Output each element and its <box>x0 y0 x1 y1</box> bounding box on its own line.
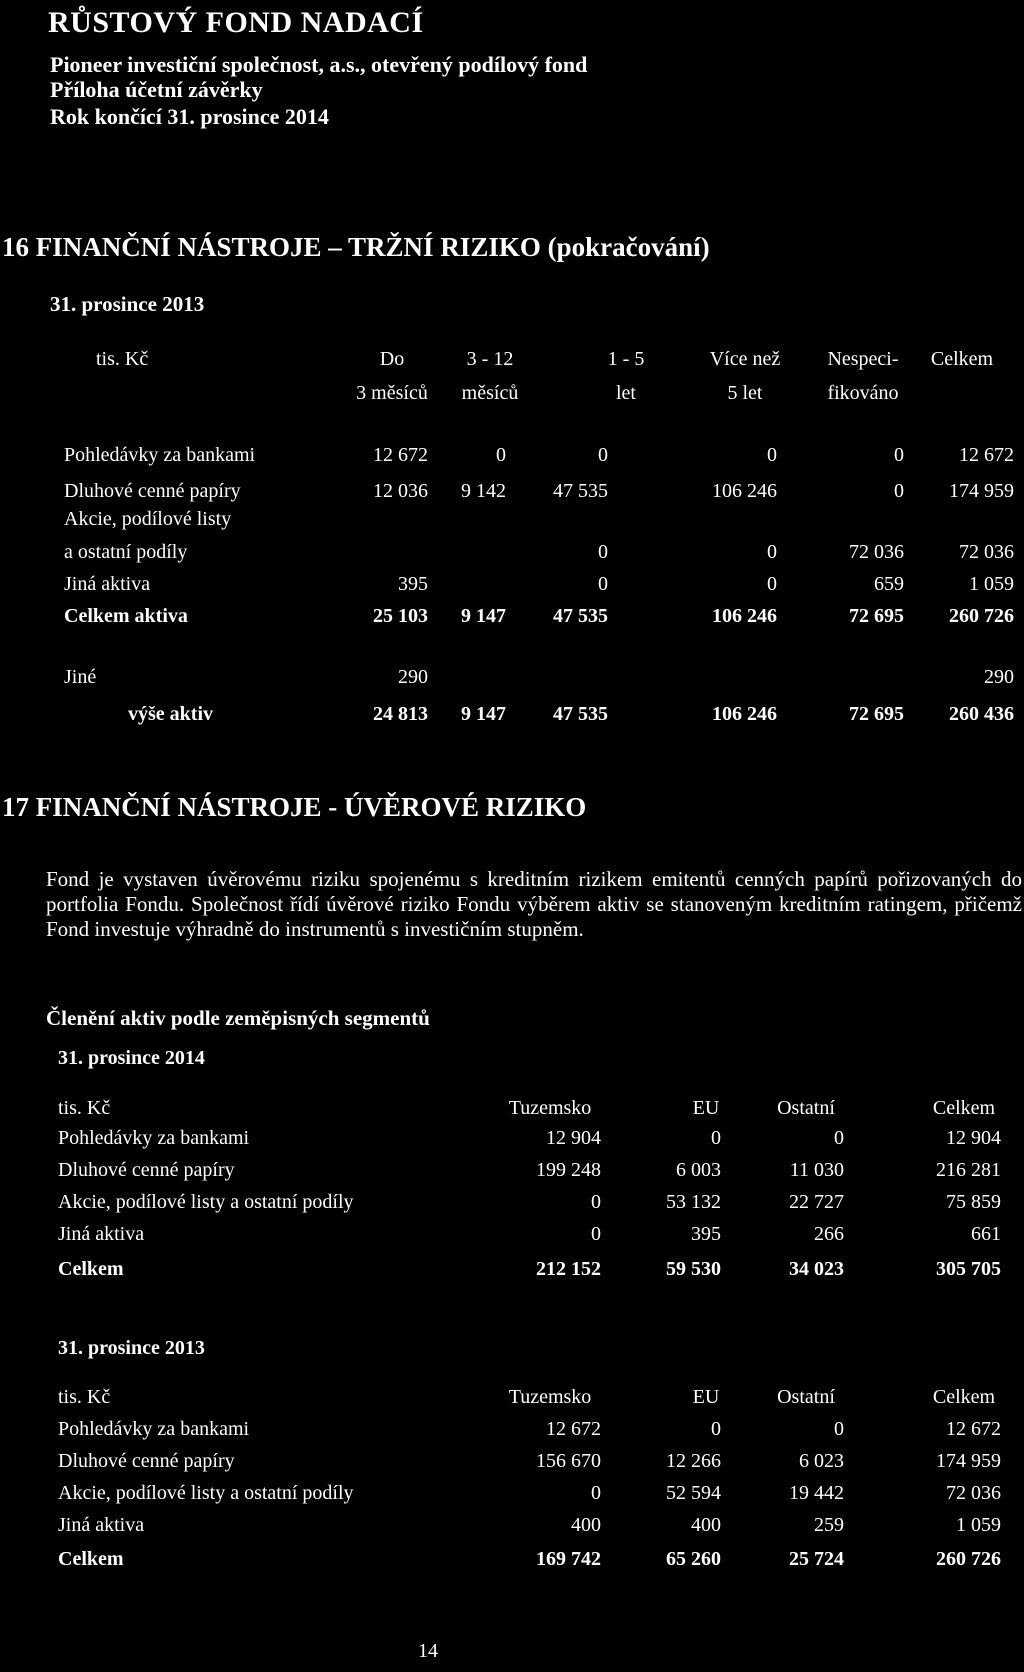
table-cell: 12 904 <box>546 1127 601 1149</box>
table-cell: 53 132 <box>666 1191 721 1213</box>
table-cell: 0 <box>894 480 904 502</box>
row-label: Celkem <box>58 1548 124 1570</box>
table-cell: 12 672 <box>959 444 1014 466</box>
table-cell: 0 <box>591 1191 601 1213</box>
row-label: a ostatní podíly <box>64 541 188 563</box>
table-cell: 0 <box>496 444 506 466</box>
row-label: Dluhové cenné papíry <box>58 1450 235 1472</box>
company-name: Pioneer investiční společnost, a.s., otevřený podílový fond <box>50 52 588 77</box>
table-cell: 290 <box>398 666 428 688</box>
table-cell: 661 <box>971 1223 1001 1245</box>
table-cell: 52 594 <box>666 1482 721 1504</box>
row-label: Akcie, podílové listy <box>64 508 232 530</box>
row-label: Pohledávky za bankami <box>58 1127 250 1149</box>
table-cell: 174 959 <box>949 480 1014 502</box>
section16-heading: 16 FINANČNÍ NÁSTROJE – TRŽNÍ RIZIKO (pokračování) <box>2 232 710 262</box>
table-cell: 47 535 <box>553 703 608 725</box>
table-cell: 34 023 <box>789 1258 844 1280</box>
row-label: Pohledávky za bankami <box>64 444 256 466</box>
table-cell: 199 248 <box>536 1159 601 1181</box>
table-cell: 12 266 <box>666 1450 721 1472</box>
column-header-l2: let <box>616 382 636 404</box>
table-cell: 174 959 <box>936 1450 1001 1472</box>
credit-risk-paragraph: Fond je vystaven úvěrovému riziku spojenému s kreditním rizikem emitentů cenných papírů pořizovaných do portfolia Fondu. Společnost řídí úvěrové riziko Fondu výběrem aktiv se stanoveným kreditním ratingem, přičemž Fond investuje výhradně do instrumentů s investičním stupněm. <box>46 867 1022 941</box>
table-cell: 260 726 <box>936 1548 1001 1570</box>
column-header-l2: 3 měsíců <box>356 382 428 404</box>
table-cell: 9 147 <box>461 605 506 627</box>
section16-date: 31. prosince 2013 <box>50 292 205 316</box>
table-cell: 400 <box>571 1514 601 1536</box>
table-cell: 0 <box>767 573 777 595</box>
column-header: EU <box>692 1386 720 1408</box>
table-cell: 0 <box>834 1127 844 1149</box>
table-cell: 0 <box>711 1127 721 1149</box>
table-cell: 72 036 <box>959 541 1014 563</box>
row-label: výše aktiv <box>128 703 213 725</box>
row-label: Jiné <box>64 666 97 688</box>
row-label: Dluhové cenné papíry <box>58 1159 235 1181</box>
unit-label: tis. Kč <box>96 348 149 370</box>
table-cell: 0 <box>767 541 777 563</box>
table-cell: 0 <box>894 444 904 466</box>
statement-type: Příloha účetní závěrky <box>50 77 263 102</box>
table-cell: 22 727 <box>789 1191 844 1213</box>
table-cell: 260 436 <box>949 703 1014 725</box>
table-cell: 216 281 <box>936 1159 1001 1181</box>
row-label: Celkem aktiva <box>64 605 188 627</box>
table-cell: 1 059 <box>969 573 1014 595</box>
column-header-l1: Více než <box>709 348 781 370</box>
table-cell: 25 103 <box>373 605 428 627</box>
table-cell: 260 726 <box>949 605 1014 627</box>
table-cell: 72 695 <box>849 605 904 627</box>
row-label: Jiná aktiva <box>58 1514 145 1536</box>
document-title: RŮSTOVÝ FOND NADACÍ <box>48 6 424 39</box>
table-cell: 9 142 <box>461 480 506 502</box>
table-cell: 12 904 <box>946 1127 1001 1149</box>
table-cell: 395 <box>691 1223 721 1245</box>
table-cell: 11 030 <box>789 1159 844 1181</box>
table-cell: 59 530 <box>666 1258 721 1280</box>
table-cell: 12 672 <box>946 1418 1001 1440</box>
column-header-l2: fikováno <box>827 382 899 404</box>
column-header-l1: Nespeci- <box>827 348 899 370</box>
table-cell: 106 246 <box>712 605 777 627</box>
table-cell: 0 <box>591 1223 601 1245</box>
table-cell: 19 442 <box>789 1482 844 1504</box>
table-cell: 0 <box>598 444 608 466</box>
table-cell: 0 <box>834 1418 844 1440</box>
column-header: Tuzemsko <box>508 1097 592 1119</box>
table-cell: 156 670 <box>536 1450 601 1472</box>
row-label: Celkem <box>58 1258 124 1280</box>
column-header: Celkem <box>932 1386 996 1408</box>
table-cell: 659 <box>874 573 904 595</box>
page-number: 14 <box>418 1640 438 1662</box>
table-cell: 12 672 <box>373 444 428 466</box>
unit-label: tis. Kč <box>58 1097 111 1119</box>
table-cell: 72 036 <box>946 1482 1001 1504</box>
section17-heading: 17 FINANČNÍ NÁSTROJE - ÚVĚROVÉ RIZIKO <box>2 792 587 822</box>
column-header-l1: Celkem <box>930 348 994 370</box>
column-header-l1: Do <box>379 348 405 370</box>
column-header: Ostatní <box>777 1386 835 1408</box>
table-cell: 259 <box>814 1514 844 1536</box>
table-cell: 0 <box>711 1418 721 1440</box>
table-cell: 266 <box>814 1223 844 1245</box>
row-label: Jiná aktiva <box>58 1223 145 1245</box>
table-cell: 0 <box>767 444 777 466</box>
segments-subheading: Členění aktiv podle zeměpisných segmentů <box>46 1006 430 1030</box>
table-cell: 169 742 <box>536 1548 601 1570</box>
row-label: Akcie, podílové listy a ostatní podíly <box>58 1191 354 1213</box>
table-cell: 47 535 <box>553 480 608 502</box>
column-header-l1: 1 - 5 <box>607 348 645 370</box>
row-label: Jiná aktiva <box>64 573 151 595</box>
table-cell: 12 036 <box>373 480 428 502</box>
column-header-l1: 3 - 12 <box>466 348 514 370</box>
table-cell: 6 023 <box>799 1450 844 1472</box>
table-cell: 72 695 <box>849 703 904 725</box>
row-label: Dluhové cenné papíry <box>64 480 241 502</box>
table-cell: 0 <box>591 1482 601 1504</box>
reporting-period: Rok končící 31. prosince 2014 <box>50 104 329 129</box>
column-header: Ostatní <box>777 1097 835 1119</box>
table-cell: 1 059 <box>956 1514 1001 1536</box>
table-cell: 0 <box>598 573 608 595</box>
table-cell: 24 813 <box>373 703 428 725</box>
table-cell: 9 147 <box>461 703 506 725</box>
table-cell: 72 036 <box>849 541 904 563</box>
table-cell: 106 246 <box>712 480 777 502</box>
table-cell: 25 724 <box>789 1548 844 1570</box>
unit-label: tis. Kč <box>58 1386 111 1408</box>
column-header: EU <box>692 1097 720 1119</box>
table-date: 31. prosince 2014 <box>58 1047 205 1069</box>
column-header-l2: 5 let <box>727 382 763 404</box>
table-cell: 6 003 <box>676 1159 721 1181</box>
column-header-l2: měsíců <box>461 382 519 404</box>
table-cell: 75 859 <box>946 1191 1001 1213</box>
table-cell: 47 535 <box>553 605 608 627</box>
column-header: Celkem <box>932 1097 996 1119</box>
table-date: 31. prosince 2013 <box>58 1337 205 1359</box>
table-cell: 400 <box>691 1514 721 1536</box>
table-cell: 395 <box>398 573 428 595</box>
table-cell: 290 <box>984 666 1014 688</box>
row-label: Pohledávky za bankami <box>58 1418 250 1440</box>
row-label: Akcie, podílové listy a ostatní podíly <box>58 1482 354 1504</box>
table-cell: 0 <box>598 541 608 563</box>
table-cell: 106 246 <box>712 703 777 725</box>
table-cell: 305 705 <box>936 1258 1001 1280</box>
table-cell: 12 672 <box>546 1418 601 1440</box>
table-cell: 212 152 <box>536 1258 601 1280</box>
table-cell: 65 260 <box>666 1548 721 1570</box>
column-header: Tuzemsko <box>508 1386 592 1408</box>
